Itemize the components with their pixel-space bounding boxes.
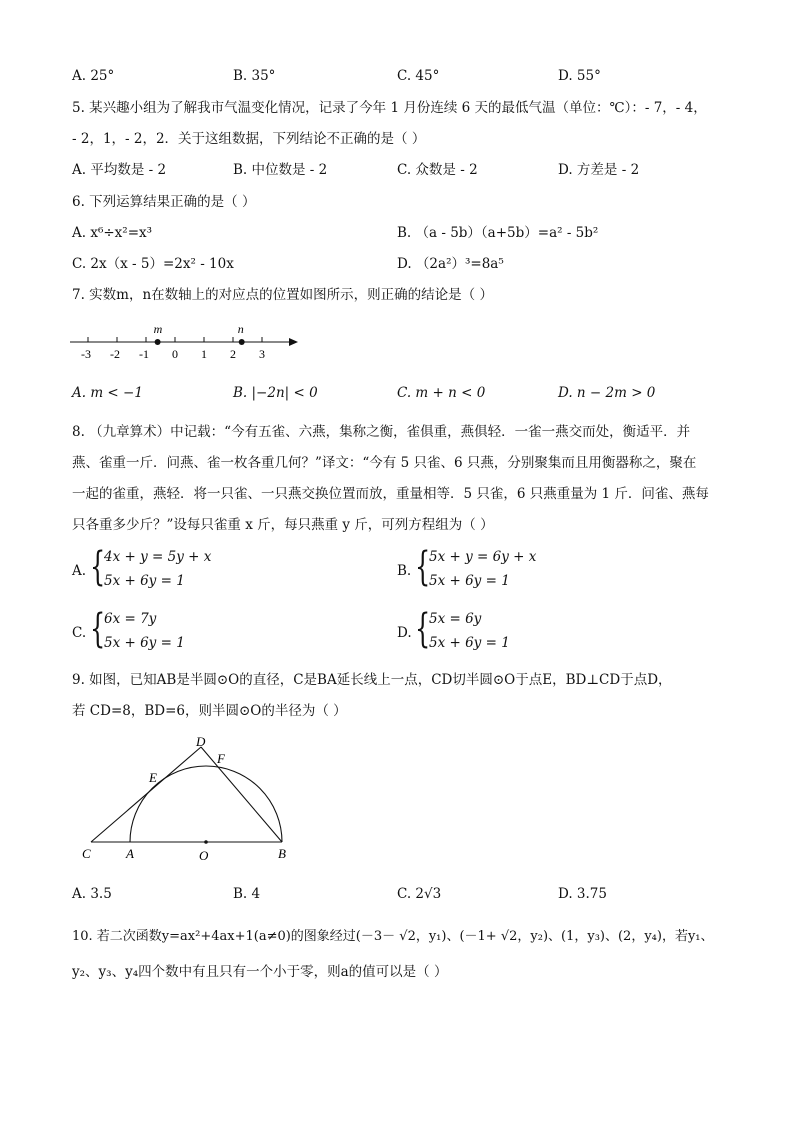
q6-stem: 6. 下列运算结果正确的是（ ） (72, 194, 256, 210)
point-m (155, 339, 161, 345)
equation-2: 5x + 6y = 1 (429, 573, 510, 589)
equation-1: 4x + y = 5y + x (104, 549, 212, 565)
line-DB (201, 747, 282, 842)
label-D: D (196, 734, 206, 749)
tick-label: -3 (81, 347, 91, 361)
q6-option-a[interactable]: A. x⁶÷x²=x³ (72, 225, 153, 241)
q9-option-b[interactable]: B. 4 (233, 886, 261, 902)
q10-stem-line2: y₂、y₃、y₄四个数中有且只有一个小于零，则a的值可以是（ ） (72, 964, 448, 980)
q8-stem-line2: 燕、雀重一斤．问燕、雀一枚各重几何？”译文：“今有 5 只雀、6 只燕，分别聚集而且用衡器称之，聚在 (72, 455, 697, 471)
q7-option-b[interactable]: B. |−2n| < 0 (233, 385, 318, 401)
label-F: F (217, 751, 225, 766)
q7-option-a[interactable]: A. m < −1 (72, 385, 143, 401)
q9-stem-line2: 若 CD=8，BD=6，则半圆⊙O的半径为（ ） (72, 703, 347, 719)
q4-option-c[interactable]: C. 45° (397, 68, 440, 84)
tick-label: -1 (139, 347, 149, 361)
q9-option-c[interactable]: C. 2√3 (397, 886, 442, 902)
label-B: B (278, 846, 286, 861)
label-m: m (153, 322, 163, 336)
option-letter: C. (72, 625, 87, 641)
q6-option-d[interactable]: D. （2a²）³=8a⁵ (397, 256, 504, 272)
option-letter: A. (72, 563, 87, 579)
equation-2: 5x + 6y = 1 (104, 635, 185, 651)
q8-stem-line4: 只各重多少斤？”设每只雀重 x 斤，每只燕重 y 斤，可列方程组为（ ） (72, 517, 494, 533)
point-n (239, 339, 245, 345)
label-C: C (82, 846, 91, 861)
q6-option-c[interactable]: C. 2x（x - 5）=2x² - 10x (72, 256, 234, 272)
option-letter: D. (397, 625, 412, 641)
equation-1: 5x = 6y (429, 611, 482, 627)
semicircle-figure (72, 730, 302, 870)
tick-label: 0 (172, 347, 178, 361)
brace-icon: { (415, 606, 431, 652)
q9-stem-line1: 9. 如图，已知AB是半圆⊙O的直径，C是BA延长线上一点，CD切半圆⊙O于点E，BD⊥CD于点D， (72, 672, 672, 688)
tick-label: 2 (230, 347, 236, 361)
label-E: E (149, 770, 157, 785)
equation-1: 5x + y = 6y + x (429, 549, 537, 565)
brace-icon: { (90, 606, 106, 652)
q4-option-b[interactable]: B. 35° (233, 68, 276, 84)
tick-label: -2 (110, 347, 120, 361)
q4-option-d[interactable]: D. 55° (558, 68, 601, 84)
q10-stem-line1: 10. 若二次函数y=ax²+4ax+1(a≠0)的图象经过(－3－ √2，y₁)、(－1+ √2，y₂)、(1，y₃)、(2，y₄)，若y₁、 (72, 929, 714, 944)
q7-option-d[interactable]: D. n − 2m > 0 (558, 385, 656, 401)
q4-option-a[interactable]: A. 25° (72, 68, 115, 84)
arrow-head-icon (289, 338, 298, 346)
q7-stem: 7. 实数m，n在数轴上的对应点的位置如图所示，则正确的结论是（ ） (72, 287, 493, 303)
label-O: O (199, 848, 209, 863)
q5-stem-line1: 5. 某兴趣小组为了解我市气温变化情况，记录了今年 1 月份连续 6 天的最低气温（单位：℃）：- 7，- 4， (72, 100, 707, 116)
brace-icon: { (415, 544, 431, 590)
brace-icon: { (90, 544, 106, 590)
q5-option-b[interactable]: B. 中位数是 - 2 (233, 162, 328, 178)
q7-option-c[interactable]: C. m + n < 0 (397, 385, 486, 401)
number-line-figure (68, 318, 308, 364)
equation-2: 5x + 6y = 1 (104, 573, 185, 589)
option-letter: B. (397, 563, 412, 579)
label-n: n (237, 322, 244, 336)
center-point-O (204, 840, 208, 844)
line-CD (91, 747, 201, 842)
tick-label: 3 (259, 347, 265, 361)
equation-1: 6x = 7y (104, 611, 157, 627)
q8-stem-line3: 一起的雀重，燕轻．将一只雀、一只燕交换位置而放，重量相等．5 只雀，6 只燕重量为 1 斤．问雀、燕每 (72, 486, 709, 502)
q9-option-d[interactable]: D. 3.75 (558, 886, 607, 902)
equation-2: 5x + 6y = 1 (429, 635, 510, 651)
q5-option-d[interactable]: D. 方差是 - 2 (558, 162, 640, 178)
q8-stem-line1: 8. （九章算术）中记载：“今有五雀、六燕，集称之衡，雀俱重，燕俱轻．一雀一燕交而处，衡适平．并 (72, 424, 691, 440)
tick-label: 1 (201, 347, 207, 361)
q5-option-c[interactable]: C. 众数是 - 2 (397, 162, 478, 178)
q5-option-a[interactable]: A. 平均数是 - 2 (72, 162, 167, 178)
q9-option-a[interactable]: A. 3.5 (72, 886, 112, 902)
label-A: A (126, 846, 134, 861)
q5-stem-line2: - 2，1，- 2，2．关于这组数据，下列结论不正确的是（ ） (72, 131, 426, 147)
q6-option-b[interactable]: B. （a - 5b）（a+5b）=a² - 5b² (397, 225, 599, 241)
